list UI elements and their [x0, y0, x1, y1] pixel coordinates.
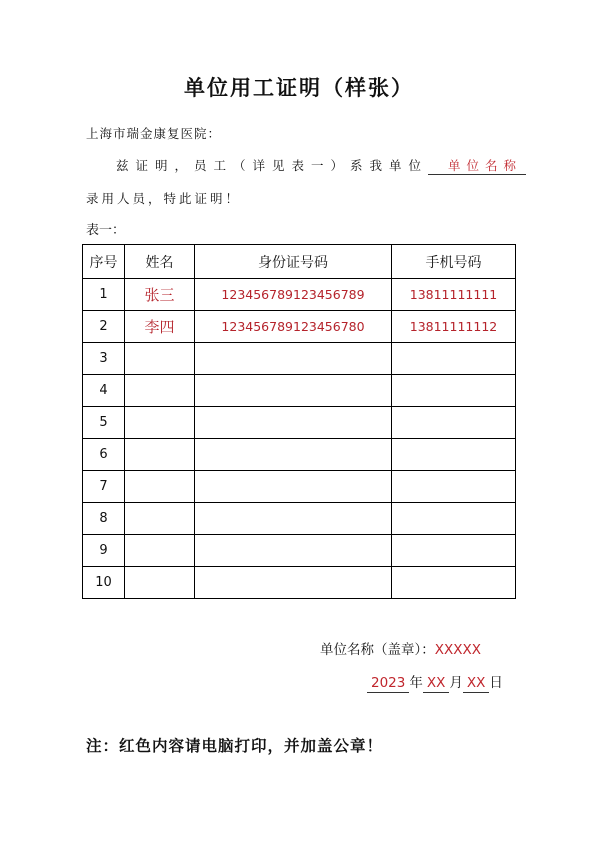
row-phone: [392, 503, 516, 535]
row-serial: 1: [83, 279, 125, 311]
company-seal-value: XXXXX: [434, 642, 481, 658]
table-row: [83, 407, 516, 439]
table-row: [83, 311, 516, 343]
row-name: [125, 471, 195, 503]
employee-table: [82, 244, 516, 599]
row-serial: 2: [83, 311, 125, 343]
row-name: [125, 503, 195, 535]
table-row: [83, 535, 516, 567]
date-year-unit: 年: [409, 675, 423, 691]
date-day-unit: 日: [489, 675, 503, 691]
company-name-placeholder: 单位名称: [428, 158, 526, 175]
table-row: [83, 375, 516, 407]
row-id-number: 123456789123456780: [195, 311, 392, 343]
row-id-number: [195, 503, 392, 535]
date-month-unit: 月: [449, 675, 463, 691]
header-phone: 手机号码: [392, 245, 516, 279]
date-year: 2023: [367, 675, 409, 693]
row-serial: 9: [83, 535, 125, 567]
row-phone: [392, 407, 516, 439]
table-header-row: [83, 245, 516, 279]
row-serial: 5: [83, 407, 125, 439]
row-phone: 13811111112: [392, 311, 516, 343]
row-phone: [392, 471, 516, 503]
row-id-number: [195, 439, 392, 471]
company-seal-label: 单位名称（盖章）：: [320, 642, 435, 658]
row-serial: 4: [83, 375, 125, 407]
row-phone: [392, 375, 516, 407]
certificate-statement: [116, 156, 526, 174]
table-row: [83, 439, 516, 471]
table-row: [83, 279, 516, 311]
row-phone: 13811111111: [392, 279, 516, 311]
row-name: [125, 535, 195, 567]
row-id-number: [195, 535, 392, 567]
date-line: [367, 671, 503, 691]
row-serial: 8: [83, 503, 125, 535]
header-serial: 序号: [83, 245, 125, 279]
row-phone: [392, 439, 516, 471]
statement-continuation: 录用人员，特此证明！: [86, 191, 242, 206]
table-row: [83, 567, 516, 599]
row-name: [125, 407, 195, 439]
row-id-number: 123456789123456789: [195, 279, 392, 311]
addressee: 上海市瑞金康复医院：: [86, 126, 222, 141]
row-id-number: [195, 343, 392, 375]
row-name: [125, 375, 195, 407]
row-name: [125, 439, 195, 471]
document-title: 单位用工证明（样张）: [184, 75, 414, 100]
row-phone: [392, 567, 516, 599]
row-serial: 6: [83, 439, 125, 471]
row-name: 李四: [125, 311, 195, 343]
row-id-number: [195, 567, 392, 599]
row-id-number: [195, 407, 392, 439]
header-id-number: 身份证号码: [195, 245, 392, 279]
statement-intro: 兹证明，员工（详见表一）系我单位: [116, 158, 429, 173]
row-serial: 7: [83, 471, 125, 503]
table-row: [83, 343, 516, 375]
table-label: 表一：: [86, 223, 126, 238]
row-id-number: [195, 471, 392, 503]
row-id-number: [195, 375, 392, 407]
row-phone: [392, 535, 516, 567]
row-name: [125, 343, 195, 375]
date-month: XX: [423, 675, 450, 693]
row-serial: 10: [83, 567, 125, 599]
row-phone: [392, 343, 516, 375]
row-name: 张三: [125, 279, 195, 311]
header-name: 姓名: [125, 245, 195, 279]
table-row: [83, 471, 516, 503]
table-row: [83, 503, 516, 535]
row-name: [125, 567, 195, 599]
row-serial: 3: [83, 343, 125, 375]
print-note: 注：红色内容请电脑打印，并加盖公章！: [86, 736, 384, 755]
date-day: XX: [463, 675, 490, 693]
company-seal-line: [320, 638, 481, 658]
